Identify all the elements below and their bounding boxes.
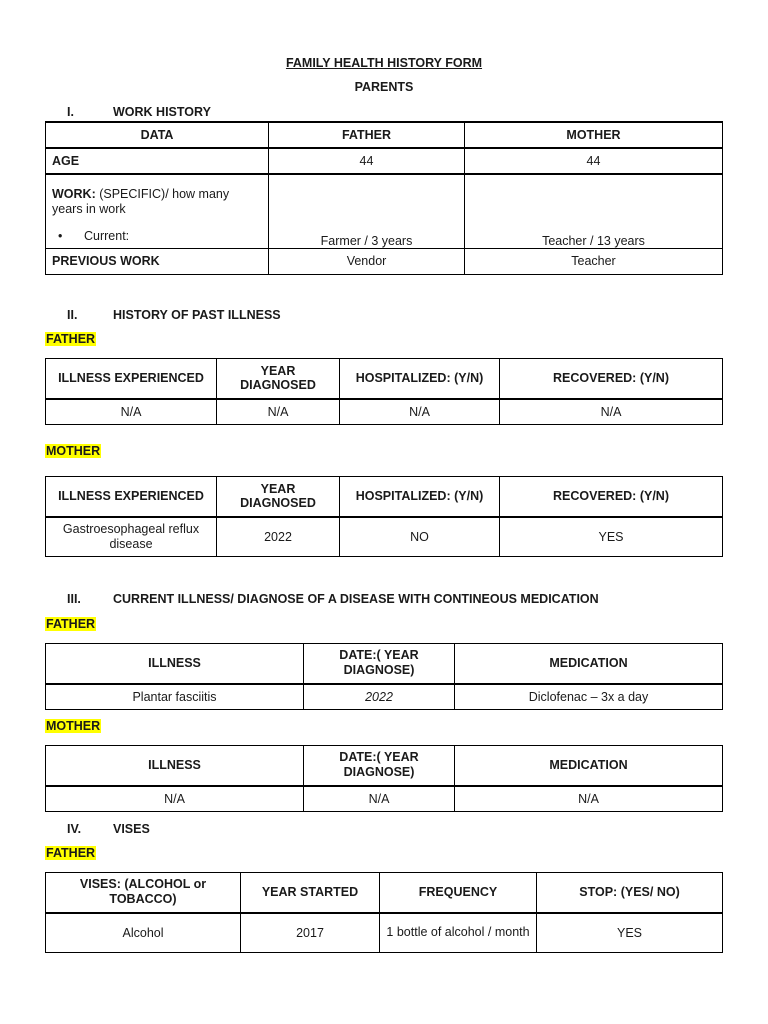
illness-cell: Gastroesophageal reflux disease xyxy=(46,517,217,557)
previous-work-label: PREVIOUS WORK xyxy=(46,248,269,274)
header-illness: ILLNESS xyxy=(46,644,304,684)
header-illness: ILLNESS EXPERIENCED xyxy=(46,477,217,517)
current-work-label: Current: xyxy=(84,229,130,243)
table-row xyxy=(46,248,723,274)
father-current-work: Farmer / 3 years xyxy=(269,174,465,248)
recovered-cell: N/A xyxy=(500,399,723,425)
father-label: FATHER xyxy=(46,846,96,860)
section-vises-heading xyxy=(67,822,150,836)
medication-cell: N/A xyxy=(455,786,723,812)
date-cell: N/A xyxy=(304,786,455,812)
form-title: FAMILY HEALTH HISTORY FORM xyxy=(285,56,483,70)
section-past-illness-heading xyxy=(67,308,281,322)
stop-cell: YES xyxy=(537,913,723,953)
age-label: AGE xyxy=(46,148,269,174)
form-subtitle: PARENTS xyxy=(354,80,414,94)
table-row xyxy=(46,148,723,174)
year-cell: 2022 xyxy=(217,517,340,557)
year-started-cell: 2017 xyxy=(241,913,380,953)
header-year: YEAR DIAGNOSED xyxy=(217,359,340,399)
header-vise: VISES: (ALCOHOL or TOBACCO) xyxy=(46,873,241,913)
mother-label: MOTHER xyxy=(46,719,101,733)
section-number: I. xyxy=(67,105,74,119)
father-age: 44 xyxy=(269,148,465,174)
father-current-illness-table xyxy=(45,643,723,710)
mother-age: 44 xyxy=(465,148,723,174)
father-past-illness-table xyxy=(45,358,723,425)
bullet-icon: • xyxy=(58,229,63,243)
header-medication: MEDICATION xyxy=(455,746,723,786)
header-hospitalized: HOSPITALIZED: (Y/N) xyxy=(340,359,500,399)
section-current-illness-heading xyxy=(67,592,599,606)
section-title: HISTORY OF PAST ILLNESS xyxy=(113,308,281,322)
section-title: VISES xyxy=(113,822,150,836)
header-mother: MOTHER xyxy=(465,122,723,148)
table-row xyxy=(46,399,723,425)
section-number: IV. xyxy=(67,822,82,836)
vise-cell: Alcohol xyxy=(46,913,241,953)
work-label-rest: (SPECIFIC)/ how many years in work xyxy=(52,187,230,216)
header-illness: ILLNESS EXPERIENCED xyxy=(46,359,217,399)
year-cell: N/A xyxy=(217,399,340,425)
father-label: FATHER xyxy=(46,617,96,631)
header-illness: ILLNESS xyxy=(46,746,304,786)
table-row xyxy=(46,913,723,953)
header-date: DATE:( YEAR DIAGNOSE) xyxy=(304,644,455,684)
father-label: FATHER xyxy=(46,332,96,346)
illness-cell: N/A xyxy=(46,786,304,812)
illness-cell: N/A xyxy=(46,399,217,425)
table-row xyxy=(46,174,723,248)
illness-cell: Plantar fasciitis xyxy=(46,684,304,710)
current-work-line xyxy=(52,229,262,244)
recovered-cell: YES xyxy=(500,517,723,557)
header-data: DATA xyxy=(46,122,269,148)
header-hospitalized: HOSPITALIZED: (Y/N) xyxy=(340,477,500,517)
section-work-history-heading xyxy=(67,105,211,119)
work-label-cell xyxy=(46,174,269,248)
hospitalized-cell: N/A xyxy=(340,399,500,425)
section-number: III. xyxy=(67,592,81,606)
header-father: FATHER xyxy=(269,122,465,148)
header-date: DATE:( YEAR DIAGNOSE) xyxy=(304,746,455,786)
date-cell: 2022 xyxy=(304,684,455,710)
section-number: II. xyxy=(67,308,78,322)
mother-label: MOTHER xyxy=(46,444,101,458)
header-recovered: RECOVERED: (Y/N) xyxy=(500,359,723,399)
header-year-started: YEAR STARTED xyxy=(241,873,380,913)
header-year: YEAR DIAGNOSED xyxy=(217,477,340,517)
header-recovered: RECOVERED: (Y/N) xyxy=(500,477,723,517)
frequency-cell: 1 bottle of alcohol / month xyxy=(380,913,537,953)
table-row xyxy=(46,684,723,710)
father-previous-work: Vendor xyxy=(269,248,465,274)
father-vises-table xyxy=(45,872,723,953)
medication-cell: Diclofenac – 3x a day xyxy=(455,684,723,710)
section-title: WORK HISTORY xyxy=(113,105,211,119)
header-medication: MEDICATION xyxy=(455,644,723,684)
mother-previous-work: Teacher xyxy=(465,248,723,274)
table-row xyxy=(46,786,723,812)
mother-current-work: Teacher / 13 years xyxy=(465,174,723,248)
header-frequency: FREQUENCY xyxy=(380,873,537,913)
section-title: CURRENT ILLNESS/ DIAGNOSE OF A DISEASE WITH CONTINEOUS MEDICATION xyxy=(113,592,599,606)
work-label-bold: WORK: xyxy=(52,187,96,201)
mother-current-illness-table xyxy=(45,745,723,812)
table-row xyxy=(46,517,723,557)
hospitalized-cell: NO xyxy=(340,517,500,557)
work-history-table xyxy=(45,121,723,275)
mother-past-illness-table xyxy=(45,476,723,557)
header-stop: STOP: (YES/ NO) xyxy=(537,873,723,913)
